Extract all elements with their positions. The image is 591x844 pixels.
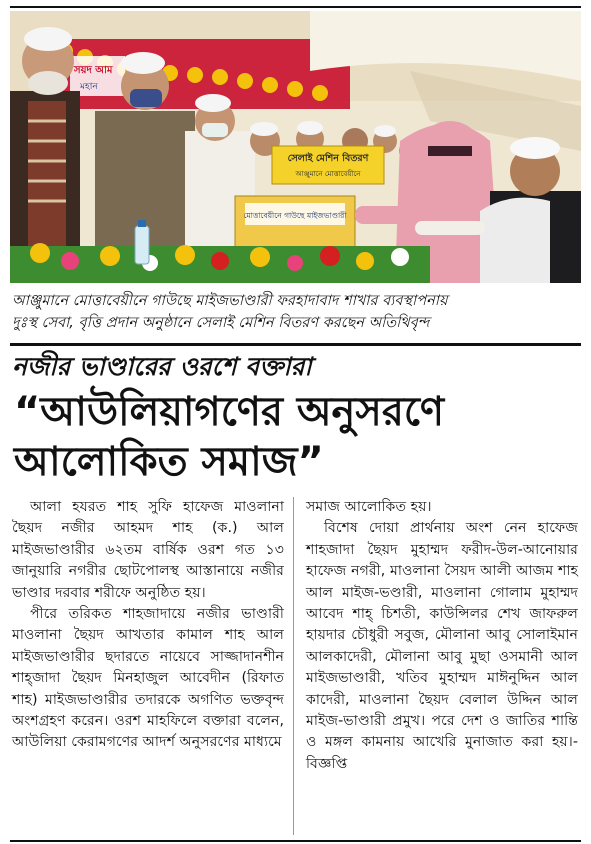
article-paragraph: আলা হযরত শাহ সুফি হাফেজ মাওলানা ছৈয়দ নজীর আহমদ শাহ (ক.) আল মাইজভাণ্ডারীর ৬২তম বার্ষিক ওরশ গত ১৩ জানুয়ারি নগরীর ছোটপোলস্থ আস্তানায়ে নজীর ভাণ্ডার দরবার শরীফে অনুষ্ঠিত হয়। — [12, 499, 284, 601]
banner-text-1: সয়দ আম — [74, 65, 113, 76]
top-rule — [10, 6, 581, 8]
caption-rule — [10, 343, 581, 346]
column-divider — [293, 497, 294, 835]
banner-text-2: মহান — [80, 82, 98, 92]
article-paragraph: বিশেষ দোয়া প্রার্থনায় অংশ নেন হাফেজ শাহজাদা ছৈয়দ মুহাম্মদ ফরীদ-উল-আনোয়ার হাফেজ নগরী, মাওলানা সৈয়দ আলী আজম শাহ আল মাইজ-ভণ্ডারী, মাওলানা গোলাম মুহাম্মদ আবেদ শাহ্ চিশতী, কাউন্সিলর শেখ জাফরুল হায়দার চৌধুরী সবুজ, মৌলানা আবু সোলাইমান আলকাদেরী, মৌলানা আবু মুছা ওসমানী আল মাইজভাণ্ডারী, খতিব মুহাম্মদ মাঈনুদ্দিন আল কাদেরী, মাওলানা ছৈয়দ বেলাল উদ্দিন আল মাইজ-ভাণ্ডারী প্রমুখ। পরে দেশ ও জাতির শান্তি ও মঙ্গল কামনায় আখেরি মুনাজাত করা হয়।-বিজ্ঞপ্তি — [306, 520, 578, 772]
caption-line-2: দুঃস্থ সেবা, বৃত্তি প্রদান অনুষ্ঠানে সেলাই মেশিন বিতরণ করছেন অতিথিবৃন্দ — [12, 315, 430, 331]
machine-card-text: সেলাই মেশিন বিতরণ — [287, 153, 369, 164]
headline-line-2: আলোকিত সমাজ” — [14, 439, 324, 485]
news-photo — [10, 11, 581, 283]
article-column-left — [12, 497, 284, 754]
article-paragraph: পীরে তরিকত শাহজাদায়ে নজীর ভাণ্ডারী মাওলানা ছৈয়দ আখতার কামাল শাহ আল মাইজভাণ্ডারীর ছদারতে নায়েবে সাজ্জাদানশীন শাহ্জাদা ছৈয়দ মিনহাজুল আবেদীন (রিফাত শাহ) মাইজভাণ্ডারীর তদারকে অগণিত ভক্তবৃন্দ অংশগ্রহণ করেন। ওরশ মাহফিলে বক্তারা বলেন, আউলিয়া কেরামগণের আদর্শ অনুসরণের মাধ্যমে — [12, 606, 284, 751]
article-paragraph: সমাজ আলোকিত হয়। — [306, 499, 432, 515]
article-kicker: নজীর ভাণ্ডারের ওরশে বক্তারা — [12, 352, 312, 381]
article-column-right — [306, 497, 578, 775]
news-photo-illustration — [10, 11, 581, 283]
bottom-rule — [10, 840, 581, 842]
photo-caption — [12, 290, 580, 334]
box-label: মোত্তাবেয়ীনে গাউছে মাইজভাণ্ডারী — [243, 211, 347, 220]
headline-line-1: “আউলিয়াগণের অনুসরণে — [14, 389, 445, 435]
caption-line-1: আঞ্জুমানে মোত্তাবেয়ীনে গাউছে মাইজভাণ্ডারী ফরহাদাবাদ শাখার ব্যবস্থাপনায় — [12, 293, 448, 309]
machine-card-subtext: আঞ্জুমানে মোত্তাবেয়ীনে — [295, 170, 361, 178]
